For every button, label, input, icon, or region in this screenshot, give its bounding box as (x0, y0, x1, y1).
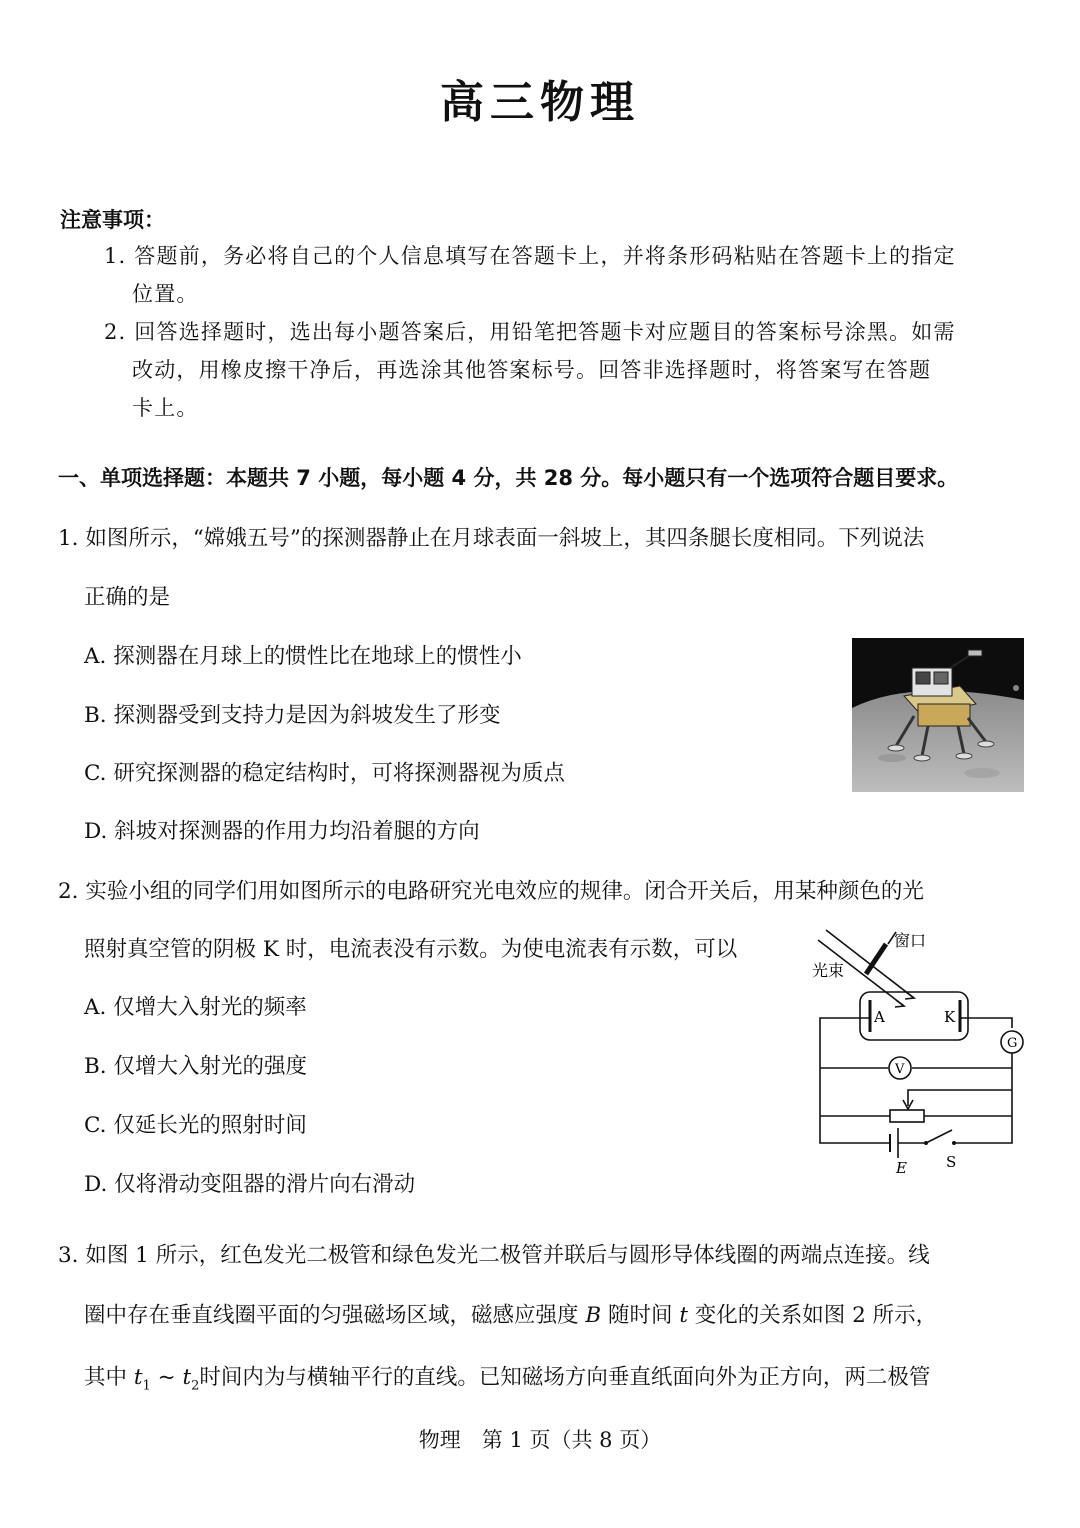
label-beam: 光束 (812, 961, 845, 980)
q1-option-d: D. 斜坡对探测器的作用力均沿着腿的方向 (84, 819, 480, 844)
label-voltmeter: V (895, 1062, 905, 1077)
notice-item-2-line-2: 改动，用橡皮擦干净后，再选涂其他答案标号。回答非选择题时，将答案写在答题 (132, 358, 932, 382)
notice-item-2-line-3: 卡上。 (132, 396, 199, 420)
notice-item-1-line-1: 1. 答题前，务必将自己的个人信息填写在答题卡上，并将条形码粘贴在答题卡上的指定 (104, 244, 956, 268)
q1-option-c: C. 研究探测器的稳定结构时，可将探测器视为质点 (84, 761, 565, 786)
q3-stem-line-3: 其中 $t_1$ ~ $t_2$时间内为与横轴平行的直线。已知磁场方向垂直纸面向外为正方向，两二极管 (84, 1365, 931, 1394)
q2-option-c: C. 仅延长光的照射时间 (84, 1113, 307, 1138)
q1-stem-line-1: 1. 如图所示，“嫦娥五号”的探测器静止在月球表面一斜坡上，其四条腿长度相同。下列说法 (58, 526, 925, 551)
photoelectric-circuit-diagram (804, 922, 1036, 1186)
label-switch: S (946, 1153, 957, 1171)
page-footer: 物理 第 1 页（共 8 页） (418, 1428, 662, 1452)
label-cathode: K (944, 1008, 956, 1026)
q1-stem-line-2: 正确的是 (84, 585, 171, 610)
notice-heading: 注意事项： (60, 208, 165, 232)
label-anode: A (874, 1008, 885, 1026)
q2-stem-line-2: 照射真空管的阴极 K 时，电流表没有示数。为使电流表有示数，可以 (84, 937, 738, 962)
q1-option-b: B. 探测器受到支持力是因为斜坡发生了形变 (84, 703, 501, 728)
label-window: 窗口 (894, 931, 927, 950)
section-heading-single-choice: 一、单项选择题：本题共 7 小题，每小题 4 分，共 28 分。每小题只有一个选项符合题目要求。 (58, 466, 959, 490)
q2-option-b: B. 仅增大入射光的强度 (84, 1054, 307, 1079)
q2-option-a: A. 仅增大入射光的频率 (84, 995, 307, 1020)
lunar-lander-photo (852, 638, 1024, 792)
notice-item-2-line-1: 2. 回答选择题时，选出每小题答案后，用铅笔把答题卡对应题目的答案标号涂黑。如需 (104, 320, 956, 344)
q3-stem-line-2: 圈中存在垂直线圈平面的匀强磁场区域，磁感应强度 B 随时间 t 变化的关系如图 2 所示， (84, 1303, 938, 1328)
q2-option-d: D. 仅将滑动变阻器的滑片向右滑动 (84, 1172, 416, 1197)
page-title: 高三物理 (440, 77, 640, 128)
q1-option-a: A. 探测器在月球上的惯性比在地球上的惯性小 (84, 644, 522, 669)
label-galvanometer: G (1007, 1036, 1018, 1051)
label-emf: E (896, 1159, 907, 1177)
q2-stem-line-1: 2. 实验小组的同学们用如图所示的电路研究光电效应的规律。闭合开关后，用某种颜色的光 (58, 879, 924, 904)
q3-stem-line-1: 3. 如图 1 所示，红色发光二极管和绿色发光二极管并联后与圆形导体线圈的两端点连接。线 (58, 1243, 930, 1268)
notice-item-1-line-2: 位置。 (132, 282, 199, 306)
